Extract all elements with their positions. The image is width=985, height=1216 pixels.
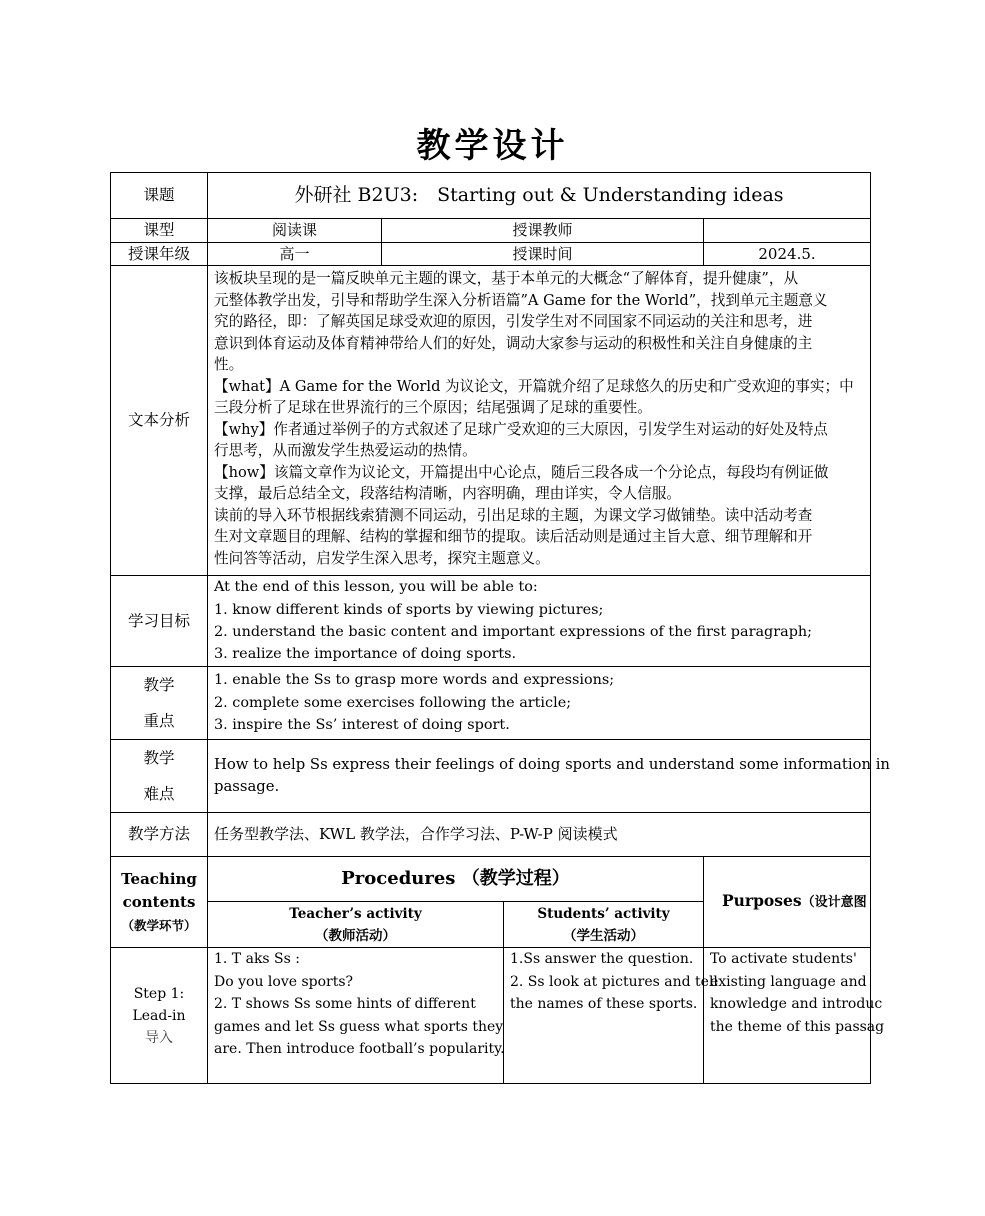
step1-name: Step 1: xyxy=(133,985,185,1002)
tc-label-cn: （教学环节） xyxy=(121,917,197,933)
step1-students-activity xyxy=(504,948,718,1084)
time-value: 2024.5. xyxy=(704,242,871,266)
difficulty-line: passage. xyxy=(214,778,280,795)
text-analysis-line: 三段分析了足球在世界流行的三个原因；结尾强调了足球的重要性。 xyxy=(214,399,652,416)
text-analysis-line: 支撑，最后总结全文，段落结构清晰，内容明确，理由详实，令人信服。 xyxy=(214,485,682,502)
key-point-line: 1. enable the Ss to grasp more words and expressions; xyxy=(214,672,615,689)
purposes-title-cn: （设计意图 xyxy=(801,894,867,910)
students-activity-line: the names of these sports. xyxy=(510,996,698,1012)
purposes-header xyxy=(704,857,871,948)
grade-label: 授课年级 xyxy=(111,242,208,266)
text-analysis-line: 读前的导入环节根据线索猜测不同运动，引出足球的主题，为课文学习做铺垫。读中活动考查 xyxy=(214,506,813,524)
step1-sub: Lead-in xyxy=(132,1007,186,1024)
teacher-activity-en: Teacher’s activity xyxy=(289,905,422,922)
students-activity-line: 2. Ss look at pictures and tell xyxy=(510,973,718,990)
method-value: 任务型教学法、KWL 教学法，合作学习法、P-W-P 阅读模式 xyxy=(208,813,871,857)
key-point-line: 3. inspire the Ss’ interest of doing sport. xyxy=(214,717,510,734)
text-analysis-line: 性。 xyxy=(214,356,244,373)
tc-label-line: Teaching xyxy=(121,869,197,888)
purpose-line: To activate students' xyxy=(710,951,857,967)
teacher-activity-line: games and let Ss guess what sports they xyxy=(214,1018,504,1035)
grade-value: 高一 xyxy=(208,242,382,266)
text-analysis-line: 【how】该篇文章作为议论文，开篇提出中心论点，随后三段各成一个分论点，每段均有例证做 xyxy=(214,463,829,481)
objective-line: At the end of this lesson, you will be able to: xyxy=(214,579,538,596)
key-label-line: 教学 xyxy=(143,676,175,694)
procedures-title: Procedures xyxy=(341,867,456,889)
text-analysis-line: 行思考，从而激发学生热爱运动的热情。 xyxy=(214,442,477,459)
teacher-activity-line: Do you love sports? xyxy=(214,973,354,990)
students-activity-cn: （学生活动） xyxy=(563,927,644,944)
difficulty-label-line: 教学 xyxy=(143,749,175,767)
step1-purposes xyxy=(704,948,885,1084)
purpose-line: knowledge and introduc xyxy=(710,996,883,1012)
difficulties-label xyxy=(111,740,208,813)
text-analysis-line: 究的路径，即：了解英国足球受欢迎的原因，引发学生对不同国家不同运动的关注和思考，进 xyxy=(214,313,813,330)
teacher-activity-cn: （教师活动） xyxy=(315,927,396,944)
teacher-activity-line: are. Then introduce football’s popularity. xyxy=(214,1041,505,1057)
topic-value: 外研社 B2U3: Starting out & Understanding ideas xyxy=(208,173,871,219)
teacher-activity-header xyxy=(208,902,504,948)
step1-cn: 导入 xyxy=(145,1029,173,1046)
key-point-line: 2. complete some exercises following the article; xyxy=(214,694,572,711)
text-analysis-line: 元整体教学出发，引导和帮助学生深入分析语篇”A Game for the World”，找到单元主题意义 xyxy=(214,291,828,309)
lesson-plan-table xyxy=(110,172,890,1084)
text-analysis-line: 该板块呈现的是一篇反映单元主题的课文，基于本单元的大概念“了解体育，提升健康”，从 xyxy=(214,270,799,287)
students-activity-line: 1.Ss answer the question. xyxy=(510,951,694,967)
teaching-contents-header xyxy=(111,857,208,948)
text-analysis-line: 生对文章题目的理解、结构的掌握和细节的提取。读后活动则是通过主旨大意、细节理解和开 xyxy=(214,528,813,545)
difficulty-label-line: 难点 xyxy=(143,785,175,803)
text-analysis-line: 性问答等活动，启发学生深入思考，探究主题意义。 xyxy=(214,549,550,567)
method-label: 教学方法 xyxy=(111,813,208,857)
students-activity-header xyxy=(504,902,704,948)
step1-label xyxy=(111,948,208,1084)
students-activity-en: Students’ activity xyxy=(537,905,670,922)
objectives-label: 学习目标 xyxy=(111,576,208,667)
text-analysis-label: 文本分析 xyxy=(111,266,208,576)
teacher-label: 授课教师 xyxy=(382,219,704,243)
purpose-line: the theme of this passag xyxy=(710,1018,885,1035)
objectives-content xyxy=(208,576,871,667)
topic-label: 课题 xyxy=(111,173,208,219)
difficulty-line: How to help Ss express their feelings of doing sports and understand some information in xyxy=(214,755,890,773)
text-analysis-line: 【why】作者通过举例子的方式叙述了足球广受欢迎的三大原因，引发学生对运动的好处及特点 xyxy=(214,420,828,438)
type-value: 阅读课 xyxy=(208,219,382,243)
text-analysis-line: 【what】A Game for the World 为议论文，开篇就介绍了足球悠久的历史和广受欢迎的事实；中 xyxy=(214,377,854,395)
type-label: 课型 xyxy=(111,219,208,243)
teacher-activity-line: 2. T shows Ss some hints of different xyxy=(214,996,476,1012)
teacher-activity-line: 1. T aks Ss : xyxy=(214,951,301,967)
key-points-label xyxy=(111,667,208,740)
teacher-value xyxy=(704,219,871,243)
page-title: 教学设计 xyxy=(416,126,569,166)
step1-teacher-activity xyxy=(208,948,504,1084)
key-points-content xyxy=(208,667,871,740)
key-label-line: 重点 xyxy=(143,712,175,730)
purposes-title: Purposes xyxy=(722,890,802,910)
text-analysis-line: 意识到体育运动及体育精神带给人们的好处，调动大家参与运动的积极性和关注自身健康的主 xyxy=(214,334,813,352)
text-analysis-content xyxy=(208,266,871,576)
time-label: 授课时间 xyxy=(382,242,704,266)
difficulties-content xyxy=(208,740,890,813)
objective-line: 2. understand the basic content and important expressions of the first paragraph; xyxy=(214,624,813,640)
procedures-title-cn: （教学过程） xyxy=(461,867,570,889)
objective-line: 3. realize the importance of doing sports. xyxy=(214,646,517,663)
objective-line: 1. know different kinds of sports by viewing pictures; xyxy=(214,601,604,618)
procedures-header xyxy=(208,857,704,902)
purpose-line: existing language and xyxy=(710,973,867,990)
tc-label-line: contents xyxy=(122,892,196,911)
